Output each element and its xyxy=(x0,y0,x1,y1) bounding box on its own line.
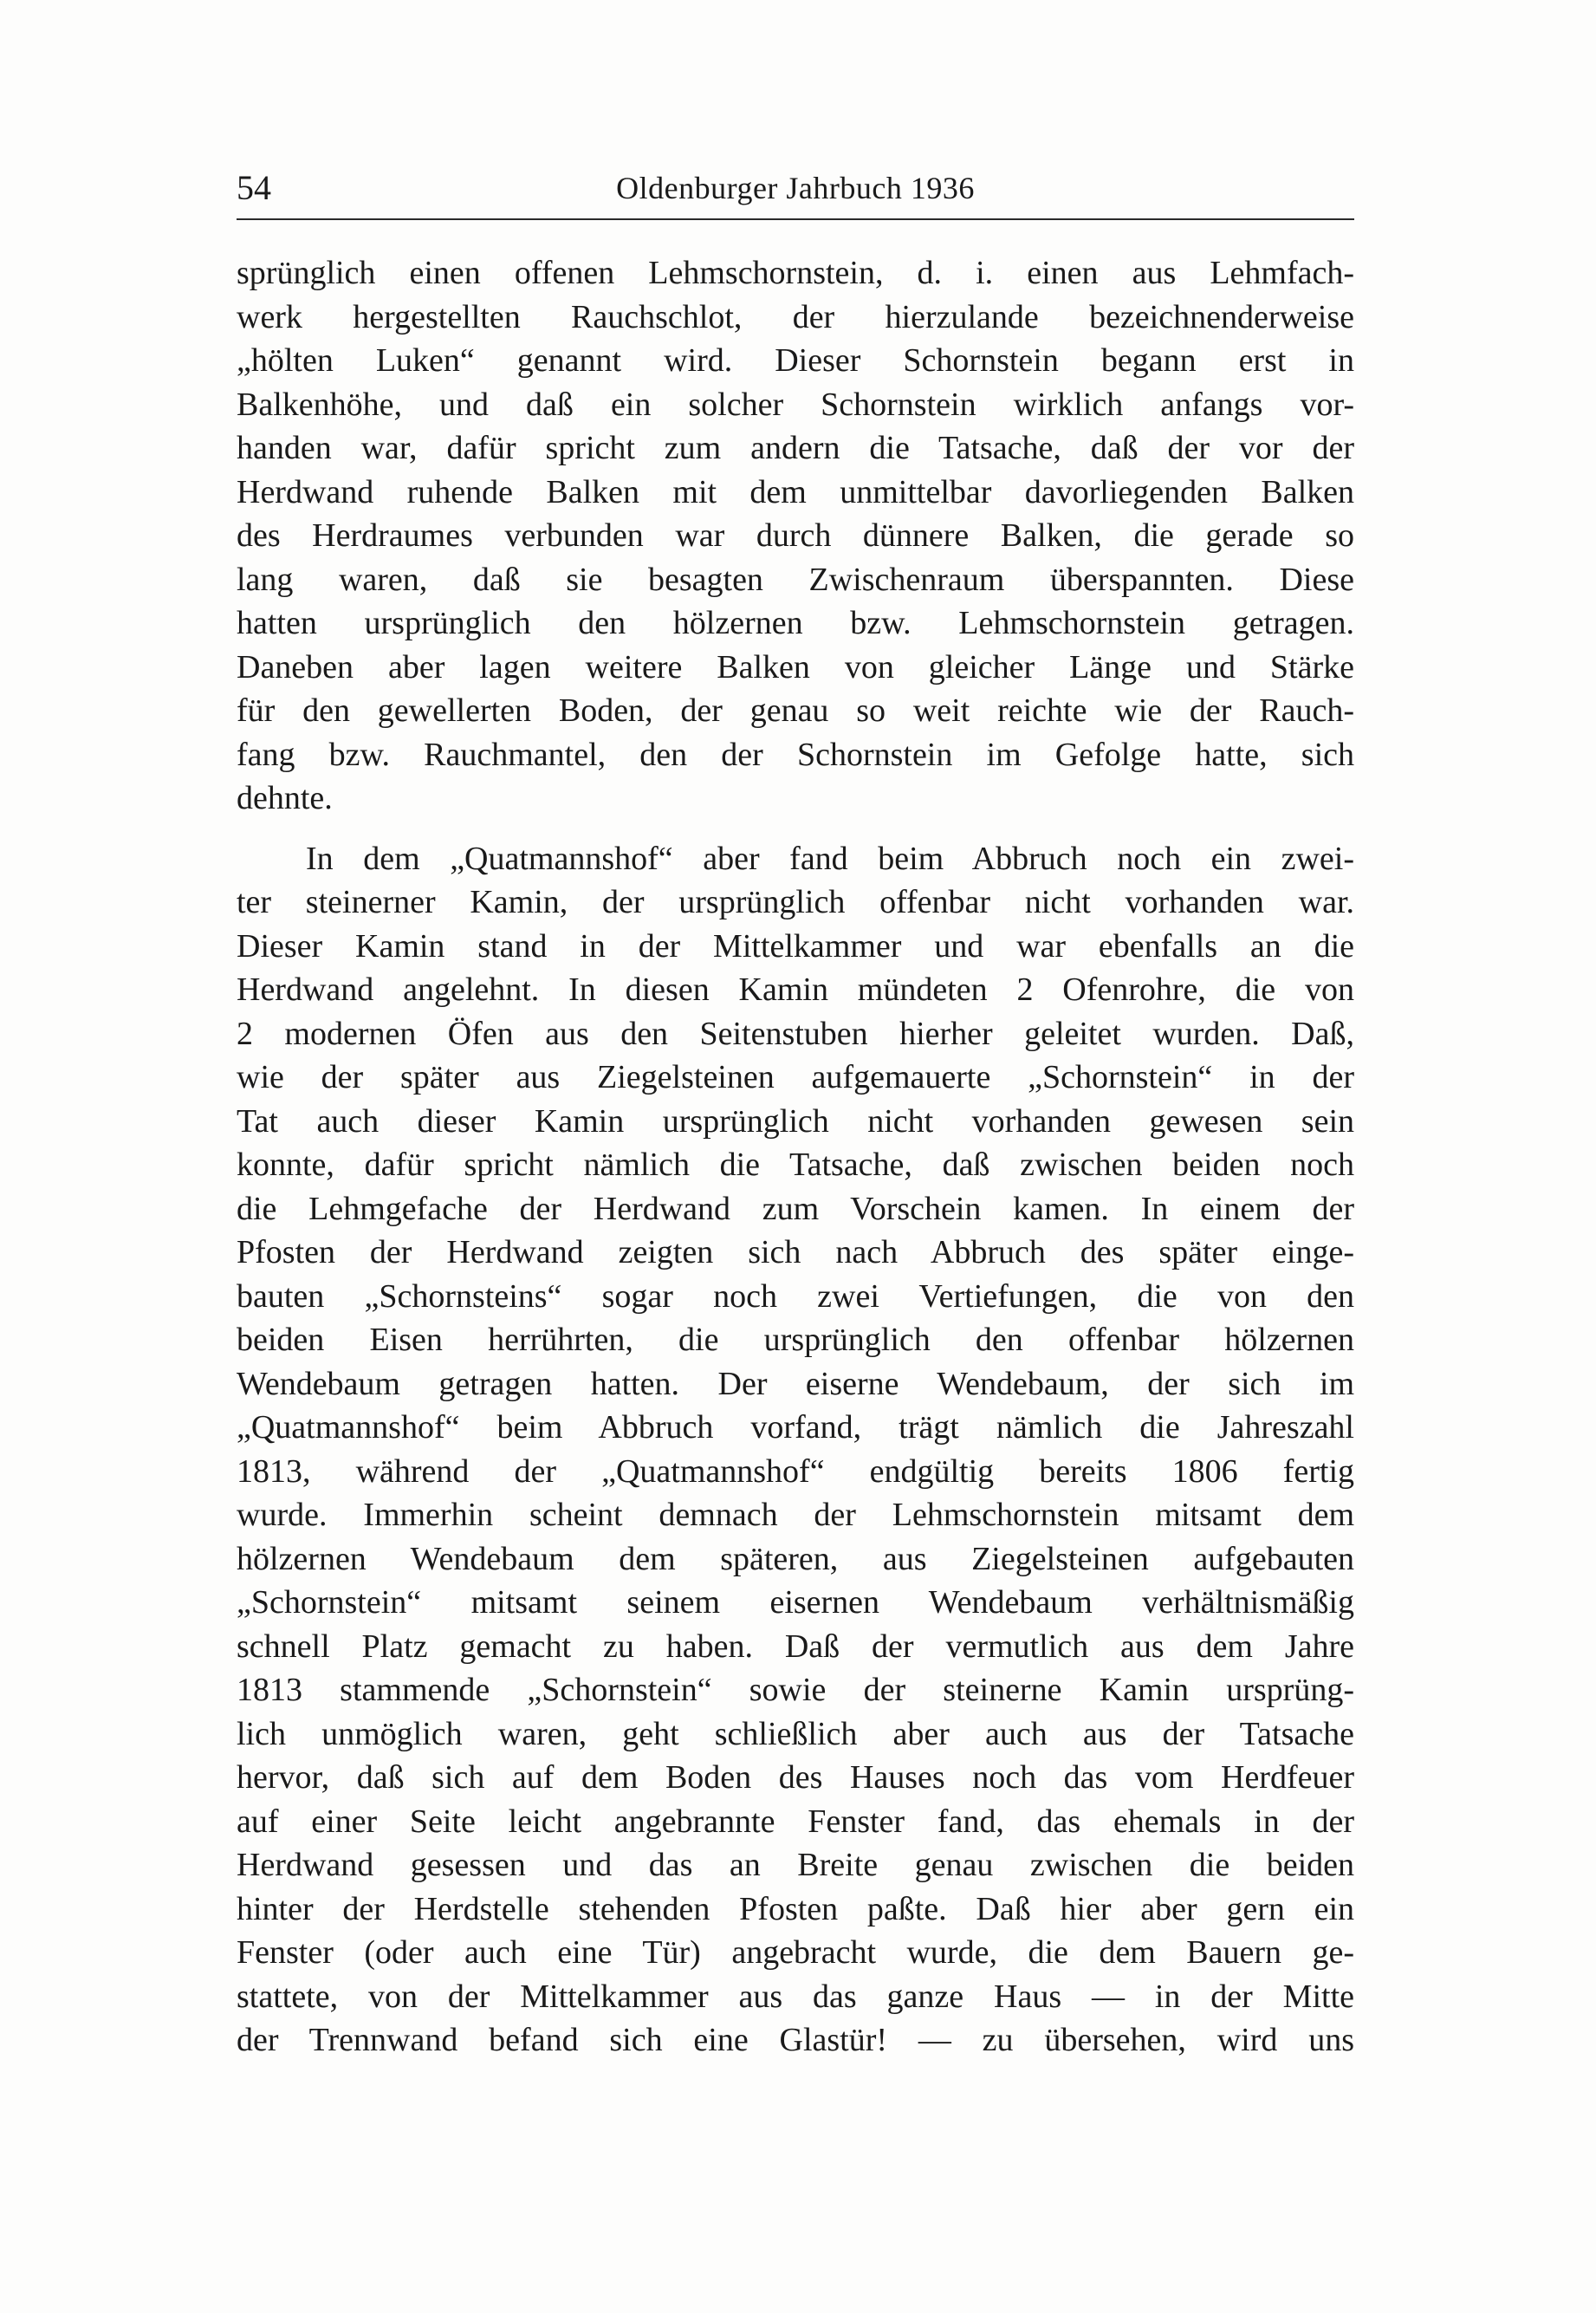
text-line: für den gewellerten Boden, der genau so weit reichte wie der Rauch- xyxy=(237,692,1354,729)
text-line: Herdwand ruhende Balken mit dem unmittelbar davorliegenden Balken xyxy=(237,473,1354,510)
text-line: 1813 stammende „Schornstein“ sowie der steinerne Kamin ursprüng- xyxy=(237,1672,1354,1708)
text-line: 1813, während der „Quatmannshof“ endgültig bereits 1806 fertig xyxy=(237,1452,1354,1490)
text-line: schnell Platz gemacht zu haben. Daß der vermutlich aus dem Jahre xyxy=(237,1628,1354,1665)
text-line: Pfosten der Herdwand zeigten sich nach Abbruch des später einge- xyxy=(237,1234,1354,1270)
text-line: die Lehmgefache der Herdwand zum Vorschein kamen. In einem der xyxy=(237,1190,1354,1227)
text-line: handen war, dafür spricht zum andern die Tatsache, daß der vor der xyxy=(237,430,1354,466)
text-line: fang bzw. Rauchmantel, den der Schornstein im Gefolge hatte, sich xyxy=(237,736,1354,773)
text-line: lich unmöglich waren, geht schließlich aber auch aus der Tatsache xyxy=(237,1715,1354,1752)
text-line: Herdwand angelehnt. In diesen Kamin mündeten 2 Ofenrohre, die von xyxy=(237,971,1354,1008)
text-line: hervor, daß sich auf dem Boden des Hauses noch das vom Herdfeuer xyxy=(237,1759,1354,1796)
text-line: auf einer Seite leicht angebrannte Fenster fand, das ehemals in der xyxy=(237,1803,1354,1840)
paragraph xyxy=(237,837,1354,2063)
text-line: Herdwand gesessen und das an Breite genau zwischen die beiden xyxy=(237,1847,1354,1883)
text-line: beiden Eisen herrührten, die ursprünglich den offenbar hölzernen xyxy=(237,1322,1354,1358)
text-line: Balkenhöhe, und daß ein solcher Schornstein wirklich anfangs vor- xyxy=(237,386,1354,423)
text-line: lang waren, daß sie besagten Zwischenraum überspannten. Diese xyxy=(237,561,1354,598)
text-line: hölzernen Wendebaum dem späteren, aus Ziegelsteinen aufgebauten xyxy=(237,1540,1354,1577)
text-line: der Trennwand befand sich eine Glastür! — zu übersehen, wird uns xyxy=(237,2022,1354,2058)
journal-title: Oldenburger Jahrbuch 1936 xyxy=(616,171,975,205)
text-line: Wendebaum getragen hatten. Der eiserne Wendebaum, der sich im xyxy=(237,1365,1354,1402)
text-line: Daneben aber lagen weitere Balken von gleicher Länge und Stärke xyxy=(237,648,1354,685)
paragraph-gap xyxy=(237,821,1354,837)
text-line: bauten „Schornsteins“ sogar noch zwei Vertiefungen, die von den xyxy=(237,1277,1354,1315)
text-line: „hölten Luken“ genannt wird. Dieser Schornstein begann erst in xyxy=(237,342,1354,379)
text-line: wurde. Immerhin scheint demnach der Lehmschornstein mitsamt dem xyxy=(237,1497,1354,1533)
text-line: In dem „Quatmannshof“ aber fand beim Abbruch noch ein zwei- xyxy=(306,840,1354,877)
text-line: Dieser Kamin stand in der Mittelkammer und war ebenfalls an die xyxy=(237,927,1354,965)
text-line: hatten ursprünglich den hölzernen bzw. Lehmschornstein getragen. xyxy=(237,605,1354,641)
text-line: werk hergestellten Rauchschlot, der hierzulande bezeichnenderweise xyxy=(237,298,1354,335)
text-line: „Quatmannshof“ beim Abbruch vorfand, trägt nämlich die Jahreszahl xyxy=(237,1409,1354,1446)
text-line: hinter der Herdstelle stehenden Pfosten paßte. Daß hier aber gern ein xyxy=(237,1890,1354,1927)
text-line: konnte, dafür spricht nämlich die Tatsache, daß zwischen beiden noch xyxy=(237,1147,1354,1183)
page-number: 54 xyxy=(237,168,271,207)
text-line: wie der später aus Ziegelsteinen aufgemauerte „Schornstein“ in der xyxy=(237,1059,1354,1095)
paragraph xyxy=(237,251,1354,821)
text-line: „Schornstein“ mitsamt seinem eisernen Wendebaum verhältnismäßig xyxy=(237,1584,1354,1621)
text-line: 2 modernen Öfen aus den Seitenstuben hierher geleitet wurden. Daß, xyxy=(237,1015,1354,1052)
running-head xyxy=(237,166,1354,220)
text-line: Tat auch dieser Kamin ursprünglich nicht vorhanden gewesen sein xyxy=(237,1102,1354,1140)
text-line: ter steinerner Kamin, der ursprünglich offenbar nicht vorhanden war. xyxy=(237,884,1354,920)
text-line: stattete, von der Mittelkammer aus das ganze Haus — in der Mitte xyxy=(237,1978,1354,2015)
text-line: des Herdraumes verbunden war durch dünnere Balken, die gerade so xyxy=(237,517,1354,554)
body-text xyxy=(237,251,1354,2063)
text-line: dehnte. xyxy=(237,780,333,816)
text-line: Fenster (oder auch eine Tür) angebracht wurde, die dem Bauern ge- xyxy=(237,1934,1354,1971)
text-line: sprünglich einen offenen Lehmschornstein, d. i. einen aus Lehmfach- xyxy=(237,255,1354,291)
